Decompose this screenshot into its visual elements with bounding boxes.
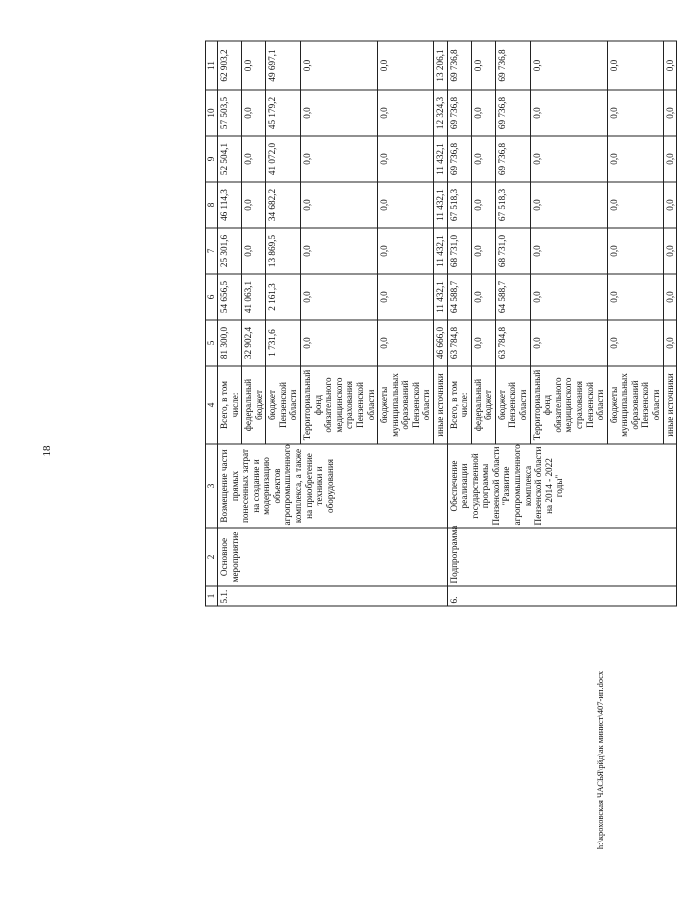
amount-cell: 64 588,7 xyxy=(447,274,471,320)
header-row xyxy=(206,41,218,606)
amount-cell: 41 063,1 xyxy=(242,274,266,320)
column-number-header: 2 xyxy=(206,528,218,586)
funding-source: бюджеты муниципальных образований Пензенской области xyxy=(607,366,663,444)
amount-cell: 2 161,3 xyxy=(266,274,301,320)
funding-table-wrapper xyxy=(205,42,675,607)
amount-cell: 69 736,8 xyxy=(447,136,471,182)
amount-cell: 0,0 xyxy=(242,182,266,228)
column-number-header: 1 xyxy=(206,586,218,606)
amount-cell: 0,0 xyxy=(663,274,677,320)
amount-cell: 67 518,3 xyxy=(495,182,530,228)
column-number-header: 3 xyxy=(206,444,218,528)
amount-cell: 63 784,8 xyxy=(495,320,530,366)
amount-cell: 11 432,1 xyxy=(433,228,447,274)
amount-cell: 0,0 xyxy=(301,90,378,136)
amount-cell: 0,0 xyxy=(663,228,677,274)
amount-cell: 0,0 xyxy=(301,182,378,228)
amount-cell: 0,0 xyxy=(242,90,266,136)
amount-cell: 0,0 xyxy=(663,136,677,182)
amount-cell: 69 736,8 xyxy=(495,41,530,90)
table-row xyxy=(447,41,471,606)
amount-cell: 46 114,3 xyxy=(218,182,242,228)
amount-cell: 49 697,1 xyxy=(266,41,301,90)
funding-source: бюджет Пензенской области xyxy=(495,366,530,444)
amount-cell: 0,0 xyxy=(471,136,495,182)
funding-source: федеральный бюджет xyxy=(471,366,495,444)
amount-cell: 34 682,2 xyxy=(266,182,301,228)
amount-cell: 64 588,7 xyxy=(495,274,530,320)
amount-cell: 0,0 xyxy=(607,182,663,228)
amount-cell: 81 300,0 xyxy=(218,320,242,366)
amount-cell: 69 736,8 xyxy=(447,41,471,90)
amount-cell: 0,0 xyxy=(530,320,607,366)
amount-cell: 1 731,6 xyxy=(266,320,301,366)
funding-source: Территориальный фонд обязательного медицинского страхования Пензенской области xyxy=(301,366,378,444)
amount-cell: 11 432,1 xyxy=(433,182,447,228)
amount-cell: 0,0 xyxy=(471,182,495,228)
funding-table xyxy=(205,41,677,607)
amount-cell: 0,0 xyxy=(242,136,266,182)
amount-cell: 0,0 xyxy=(242,228,266,274)
amount-cell: 46 666,0 xyxy=(433,320,447,366)
amount-cell: 0,0 xyxy=(471,90,495,136)
amount-cell: 0,0 xyxy=(530,90,607,136)
funding-source: Территориальный фонд обязательного медицинского страхования Пензенской области xyxy=(530,366,607,444)
amount-cell: 0,0 xyxy=(607,320,663,366)
amount-cell: 54 656,5 xyxy=(218,274,242,320)
amount-cell: 13 869,5 xyxy=(266,228,301,274)
amount-cell: 0,0 xyxy=(378,320,434,366)
amount-cell: 32 902,4 xyxy=(242,320,266,366)
amount-cell: 0,0 xyxy=(663,90,677,136)
column-number-header: 5 xyxy=(206,320,218,366)
funding-source: федеральный бюджет xyxy=(242,366,266,444)
funding-source: бюджеты муниципальных образований Пензенской области xyxy=(378,366,434,444)
amount-cell: 69 736,8 xyxy=(447,90,471,136)
amount-cell: 0,0 xyxy=(242,41,266,90)
amount-cell: 52 504,1 xyxy=(218,136,242,182)
file-path-footer: h:\кроховская ЧАСЬЯ\рйд\ак минист\407-ип.docx xyxy=(595,670,605,850)
amount-cell: 69 736,8 xyxy=(495,90,530,136)
item-number: 6. xyxy=(447,586,677,606)
page-number: 18 xyxy=(41,445,53,457)
column-number-header: 4 xyxy=(206,366,218,444)
amount-cell: 41 072,0 xyxy=(266,136,301,182)
amount-cell: 0,0 xyxy=(301,320,378,366)
column-number-header: 7 xyxy=(206,228,218,274)
amount-cell: 45 179,2 xyxy=(266,90,301,136)
amount-cell: 0,0 xyxy=(378,136,434,182)
amount-cell: 0,0 xyxy=(471,228,495,274)
amount-cell: 0,0 xyxy=(301,41,378,90)
amount-cell: 0,0 xyxy=(530,41,607,90)
amount-cell: 68 731,0 xyxy=(447,228,471,274)
item-description: Возмещение части прямых понесенных затрат на создание и модернизацию объектов агропромышленного комплекса, а также на приобретение техники и оборудования xyxy=(218,444,448,528)
amount-cell: 0,0 xyxy=(607,90,663,136)
amount-cell: 0,0 xyxy=(301,228,378,274)
amount-cell: 0,0 xyxy=(607,41,663,90)
amount-cell: 25 301,6 xyxy=(218,228,242,274)
amount-cell: 0,0 xyxy=(378,274,434,320)
column-number-header: 6 xyxy=(206,274,218,320)
funding-source: иные источники xyxy=(663,366,677,444)
amount-cell: 0,0 xyxy=(471,274,495,320)
amount-cell: 0,0 xyxy=(530,274,607,320)
amount-cell: 0,0 xyxy=(378,41,434,90)
amount-cell: 0,0 xyxy=(607,136,663,182)
amount-cell: 0,0 xyxy=(530,228,607,274)
item-type: Основное мероприятие xyxy=(218,528,448,586)
funding-source: иные источники xyxy=(433,366,447,444)
amount-cell: 0,0 xyxy=(378,90,434,136)
amount-cell: 0,0 xyxy=(301,136,378,182)
amount-cell: 63 784,8 xyxy=(447,320,471,366)
amount-cell: 62 903,2 xyxy=(218,41,242,90)
column-number-header: 9 xyxy=(206,136,218,182)
amount-cell: 0,0 xyxy=(663,320,677,366)
amount-cell: 0,0 xyxy=(607,228,663,274)
amount-cell: 68 731,0 xyxy=(495,228,530,274)
amount-cell: 69 736,8 xyxy=(495,136,530,182)
funding-source: бюджет Пензенской области xyxy=(266,366,301,444)
item-type: Подпрограмма xyxy=(447,528,677,586)
amount-cell: 67 518,3 xyxy=(447,182,471,228)
item-number: 5.1. xyxy=(218,586,448,606)
amount-cell: 0,0 xyxy=(607,274,663,320)
amount-cell: 0,0 xyxy=(471,41,495,90)
amount-cell: 13 206,1 xyxy=(433,41,447,90)
amount-cell: 0,0 xyxy=(663,182,677,228)
amount-cell: 0,0 xyxy=(378,228,434,274)
amount-cell: 0,0 xyxy=(471,320,495,366)
column-number-header: 8 xyxy=(206,182,218,228)
amount-cell: 12 324,3 xyxy=(433,90,447,136)
funding-source: Всего, в том числе: xyxy=(447,366,471,444)
table-row xyxy=(218,41,242,606)
amount-cell: 11 432,1 xyxy=(433,274,447,320)
amount-cell: 11 432,1 xyxy=(433,136,447,182)
amount-cell: 0,0 xyxy=(663,41,677,90)
amount-cell: 0,0 xyxy=(378,182,434,228)
amount-cell: 57 503,5 xyxy=(218,90,242,136)
amount-cell: 0,0 xyxy=(530,182,607,228)
amount-cell: 0,0 xyxy=(301,274,378,320)
amount-cell: 0,0 xyxy=(530,136,607,182)
column-number-header: 10 xyxy=(206,90,218,136)
item-description: Обеспечение реализации государственной программы Пензенской области "Развитие агропромышленного комплекса Пензенской области на 2014 - 2022 годы" xyxy=(447,444,677,528)
column-number-header: 11 xyxy=(206,41,218,90)
funding-source: Всего, в том числе: xyxy=(218,366,242,444)
table-body xyxy=(206,41,677,606)
